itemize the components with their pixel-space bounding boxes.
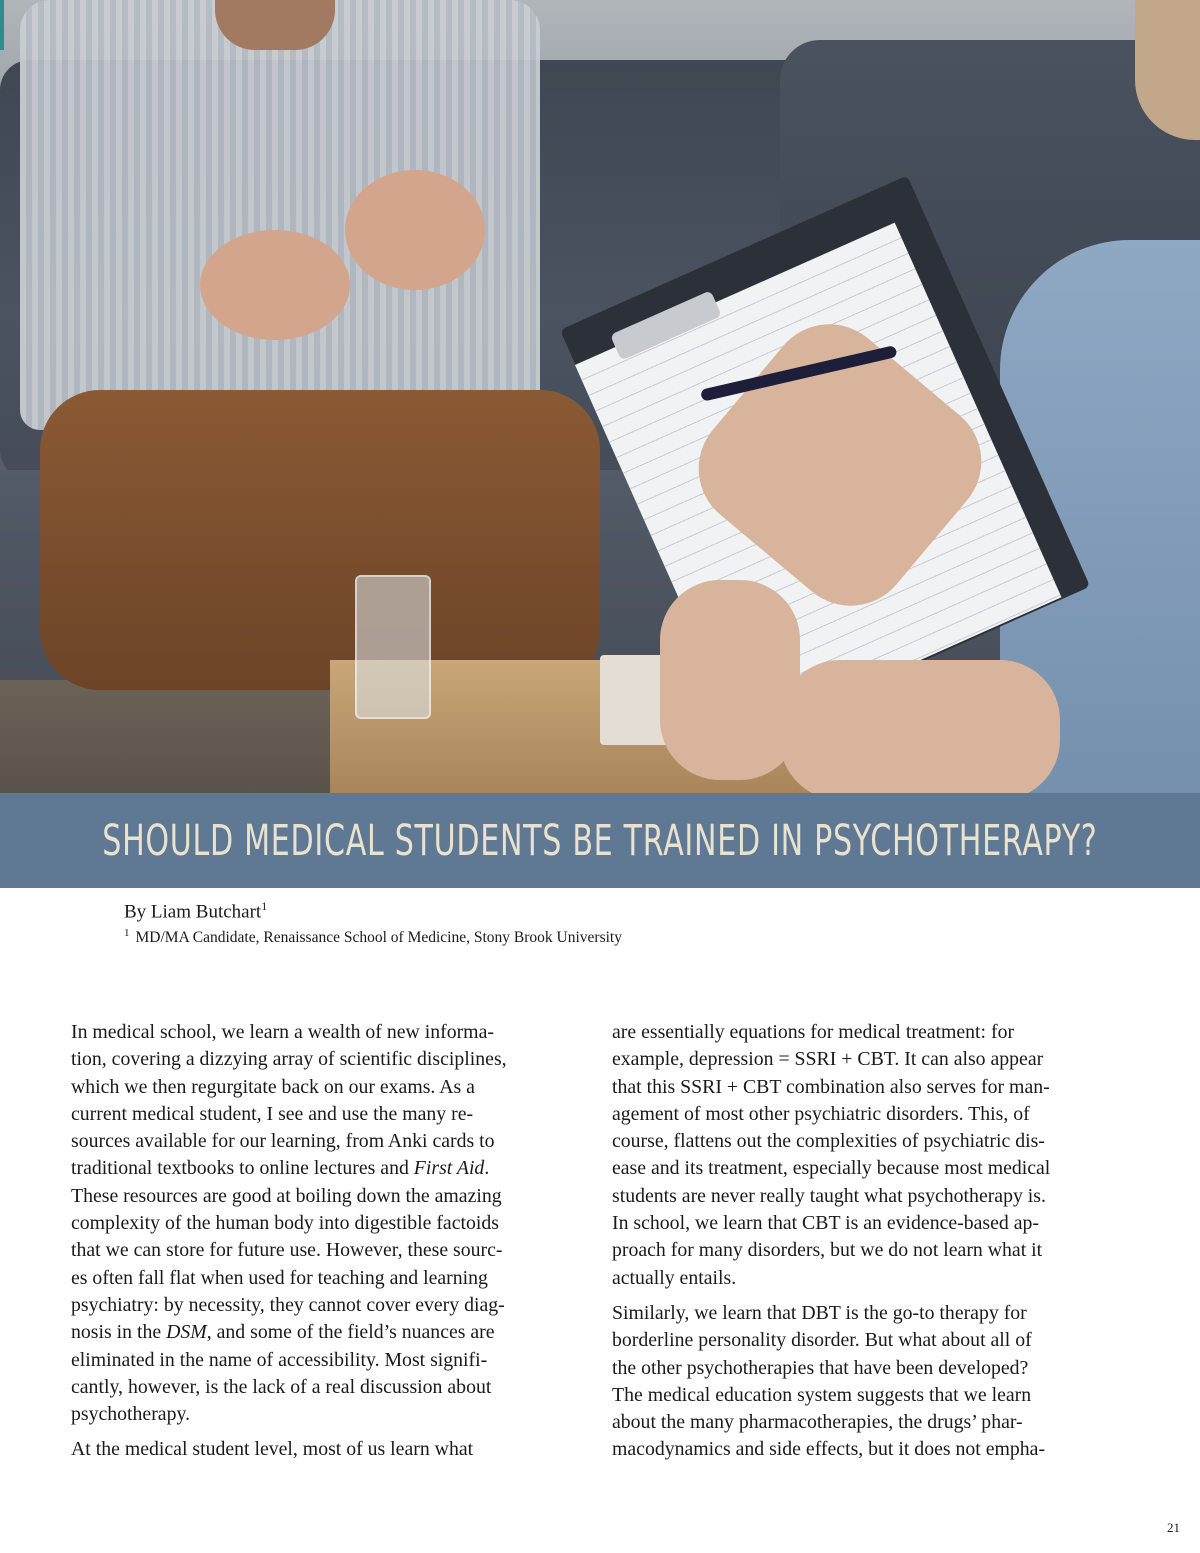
text-line: example, depression = SSRI + CBT. It can also appear [612,1048,1044,1071]
text-line: . [484,1157,490,1180]
text-line: The medical education system suggests that we learn [612,1383,1032,1406]
text-line: course, flattens out the complexities of psychiatric dis- [612,1130,1045,1153]
text-line: about the many pharmacotherapies, the drugs’ phar- [612,1411,1023,1434]
patient-hand-left [200,230,350,340]
text-line: At the medical student level, most of us learn what [71,1438,474,1461]
text-line: tion, covering a dizzying array of scientific disciplines, [71,1048,507,1071]
therapist-holding-hand [660,580,800,780]
text-line: In medical school, we learn a wealth of new informa- [71,1021,494,1043]
byline [124,899,267,923]
text-line: current medical student, I see and use the many re- [71,1102,474,1125]
book-title-dsm: DSM [166,1321,207,1344]
text-line: that we can store for future use. However, these sourc- [71,1239,503,1262]
text-line: agement of most other psychiatric disorders. This, of [612,1102,1030,1125]
paragraph-1 [71,1019,586,1428]
paragraph-3 [612,1300,1132,1464]
author-name: By Liam Butchart [124,901,262,923]
text-line: cantly, however, is the lack of a real discussion about [71,1375,492,1398]
text-line: nosis in the [71,1321,167,1344]
affiliation-marker: 1 [124,927,130,939]
paragraph-2 [71,1436,586,1463]
author-affiliation [124,927,622,947]
article-title: SHOULD MEDICAL STUDENTS BE TRAINED IN PSYCHOTHERAPY? [102,815,1098,866]
patient-pants [40,390,600,690]
text-line: actually entails. [612,1266,737,1289]
text-line: Similarly, we learn that DBT is the go-to therapy for [612,1301,1027,1324]
text-line: macodynamics and side effects, but it does not empha- [612,1438,1046,1461]
text-line: borderline personality disorder. But what about all of [612,1329,1032,1352]
paragraph-2-continued [612,1019,1132,1292]
text-line: psychiatry: by necessity, they cannot cover every diag- [71,1293,505,1316]
corner-accent [0,0,4,50]
text-line: These resources are good at boiling down the amazing [71,1184,502,1207]
text-line: proach for many disorders, but we do not learn what it [612,1239,1043,1262]
patient-face [215,0,335,50]
book-title-first-aid: First Aid [413,1157,485,1180]
text-line: In school, we learn that CBT is an evidence-based ap- [612,1212,1039,1235]
text-line: are essentially equations for medical treatment: for [612,1021,1015,1043]
water-glass [355,575,431,719]
title-banner [0,793,1200,888]
text-line: the other psychotherapies that have been developed? [612,1356,1029,1379]
text-line: which we then regurgitate back on our exams. As a [71,1075,475,1098]
text-line: es often fall flat when used for teaching and learning [71,1266,488,1289]
text-line: sources available for our learning, from Anki cards to [71,1130,495,1153]
page-number: 21 [1167,1520,1180,1535]
therapist-forearm [780,660,1060,793]
body-column-right [612,1019,1132,1472]
text-line: eliminated in the name of accessibility. Most signifi- [71,1348,488,1371]
text-line: psychotherapy. [71,1403,191,1426]
text-line: traditional textbooks to online lectures and [71,1157,414,1180]
text-line: , and some of the field’s nuances are [206,1321,495,1344]
text-line: that this SSRI + CBT combination also serves for man- [612,1075,1050,1098]
text-line: ease and its treatment, especially because most medical [612,1157,1051,1180]
text-line: complexity of the human body into digestible factoids [71,1212,499,1235]
author-footnote-marker: 1 [261,899,268,913]
patient-hand-right [345,170,485,290]
text-line: students are never really taught what psychotherapy is. [612,1184,1046,1207]
affiliation-text: MD/MA Candidate, Renaissance School of Medicine, Stony Brook University [135,929,622,947]
body-column-left [71,1019,586,1472]
